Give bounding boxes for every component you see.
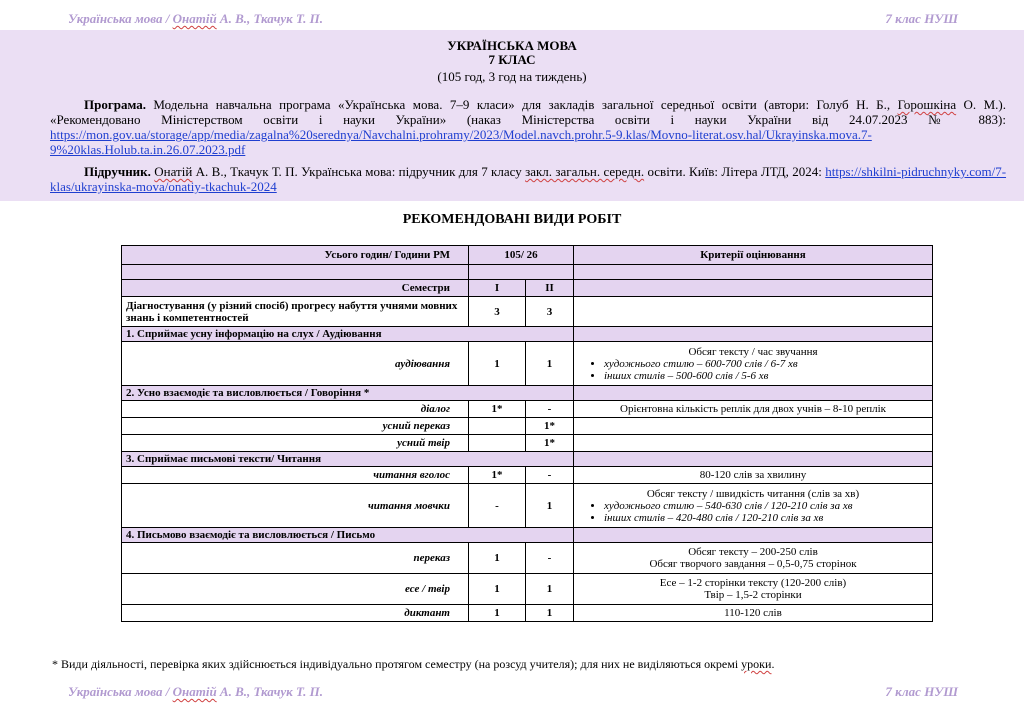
semester-2: II <box>526 280 574 297</box>
criteria-cell: Обсяг тексту – 200-250 слів Обсяг творчого завдання – 0,5-0,75 сторінок <box>574 543 933 574</box>
section-listening: 1. Сприймає усну інформацію на слух / Аудіювання <box>122 327 574 342</box>
cell-s2: 1 <box>526 484 574 528</box>
table-row <box>122 605 933 622</box>
row-label: усний твір <box>122 435 469 452</box>
cell-s2: 1 <box>526 605 574 622</box>
row-label: усний переказ <box>122 418 469 435</box>
criteria-cell: Обсяг тексту / швидкість читання (слів за хв) • художнього стилю – 540-630 слів / 120-210 слів за хв • інших стилів – 420-480 слів / 120-210 слів за хв <box>574 484 933 528</box>
cell-s1 <box>469 435 526 452</box>
cell-s2: 1* <box>526 418 574 435</box>
row-label: диктант <box>122 605 469 622</box>
row-label: читання вголос <box>122 467 469 484</box>
textbook-paragraph: Підручник. Онатій А. В., Ткачук Т. П. Українська мова: підручник для 7 класу закл. загальн. середн. освіти. Київ: Літера ЛТД, 2024: https://shkilni-pidruchnyky.com/7-klas/ukrayinska-mova/onatiy-tkachuk-2024 <box>50 164 1007 194</box>
section-row <box>122 452 933 467</box>
footnote: * Види діяльності, перевірка яких здійснюється індивідуально протягом семестру (на розсуд учителя); для них не виділяються окремі уроки. <box>52 657 775 671</box>
table-row <box>122 484 933 528</box>
row-label: читання мовчки <box>122 484 469 528</box>
cell-s1: 1 <box>469 543 526 574</box>
table-header-row <box>122 246 933 265</box>
section-row <box>122 528 933 543</box>
cell-s2: 1* <box>526 435 574 452</box>
row-label: есе / твір <box>122 574 469 605</box>
semesters-label: Семестри <box>122 280 469 297</box>
section-row <box>122 386 933 401</box>
table-row <box>122 418 933 435</box>
cell-s2: 1 <box>526 574 574 605</box>
diagnostics-label: Діагностування (у різний спосіб) прогресу набуття учнями мовних знань і компетентностей <box>122 297 469 327</box>
cell-s1: 1* <box>469 467 526 484</box>
table-row <box>122 574 933 605</box>
cell-s1: 1* <box>469 401 526 418</box>
table-row <box>122 543 933 574</box>
table-empty-row <box>122 265 933 280</box>
criteria-cell: 80-120 слів за хвилину <box>574 467 933 484</box>
running-header-left: Українська мова / Онатій А. В., Ткачук Т. П. <box>68 684 323 699</box>
section-heading: РЕКОМЕНДОВАНІ ВИДИ РОБІТ <box>402 212 622 227</box>
hours-label: Усього годин/ Години РМ <box>122 246 469 265</box>
course-hours: (105 год, 3 год на тиждень) <box>437 69 587 84</box>
cell-s2: 1 <box>526 342 574 386</box>
section-reading: 3. Сприймає письмові тексти/ Читання <box>122 452 574 467</box>
cell-s2: - <box>526 543 574 574</box>
program-paragraph: Програма. Модельна навчальна програма «Українська мова. 7–9 класи» для закладів загальної середньої освіти (автори: Голуб Н. Б., Горошкіна О. М.). «Рекомендовано Міністерством освіти і науки України» (наказ Міністерства освіти і науки України від 24.07.2023 № 883): https://mon.gov.ua/storage/app/media/zagalna%20serednya/Navchalni.prohramy/2023/Model.navch.prohr.5-9.klas/Movno-literat.osv.hal/Ukrayinska.mova.7-9%20klas.Holub.ta.in.26.07.2023.pdf <box>50 97 1006 157</box>
course-banner <box>0 30 1024 201</box>
program-link[interactable]: https://mon.gov.ua/storage/app/media/zagalna%20serednya/Navchalni.prohramy/2023/Model.navch.prohr.5-9.klas/Movno-literat.osv.hal/Ukrayinska.mova.7-9%20klas.Holub.ta.in.26.07.2023.pdf <box>50 127 872 157</box>
cell-s1: 1 <box>469 605 526 622</box>
running-header-bottom <box>0 684 1024 706</box>
cell-s1: 1 <box>469 342 526 386</box>
table-row <box>122 467 933 484</box>
cell-s1: - <box>469 484 526 528</box>
criteria-cell: Есе – 1-2 сторінки тексту (120-200 слів) Твір – 1,5-2 сторінки <box>574 574 933 605</box>
criteria-cell: Обсяг тексту / час звучання • художнього стилю – 600-700 слів / 6-7 хв • інших стилів – 500-600 слів / 5-6 хв <box>574 342 933 386</box>
recommended-works-table <box>121 245 933 622</box>
section-speaking: 2. Усно взаємодіє та висловлюється / Говоріння * <box>122 386 574 401</box>
section-writing: 4. Письмово взаємодіє та висловлюється / Письмо <box>122 528 574 543</box>
course-title: УКРАЇНСЬКА МОВА <box>447 38 577 53</box>
diagnostics-s2: 3 <box>526 297 574 327</box>
hours-value: 105/ 26 <box>469 246 574 265</box>
semesters-row <box>122 280 933 297</box>
cell-s1: 1 <box>469 574 526 605</box>
table-row <box>122 401 933 418</box>
row-label: аудіювання <box>122 342 469 386</box>
textbook-link[interactable]: https://shkilni-pidruchnyky.com/7-klas/ukrayinska-mova/onatiy-tkachuk-2024 <box>50 164 1007 194</box>
semester-1: I <box>469 280 526 297</box>
course-grade: 7 КЛАС <box>488 52 536 67</box>
row-label: переказ <box>122 543 469 574</box>
criteria-cell: Орієнтовна кількість реплік для двох учнів – 8-10 реплік <box>574 401 933 418</box>
cell-s1 <box>469 418 526 435</box>
row-label: діалог <box>122 401 469 418</box>
section-row <box>122 327 933 342</box>
running-header-right: 7 клас НУШ <box>885 11 958 26</box>
criteria-label: Критерії оцінювання <box>574 246 933 265</box>
diagnostics-row <box>122 297 933 327</box>
cell-s2: - <box>526 467 574 484</box>
running-header-right: 7 клас НУШ <box>885 684 958 699</box>
cell-s2: - <box>526 401 574 418</box>
table-row <box>122 342 933 386</box>
table-row <box>122 435 933 452</box>
running-header-left: Українська мова / Онатій А. В., Ткачук Т. П. <box>68 11 323 26</box>
diagnostics-s1: 3 <box>469 297 526 327</box>
criteria-cell: 110-120 слів <box>574 605 933 622</box>
